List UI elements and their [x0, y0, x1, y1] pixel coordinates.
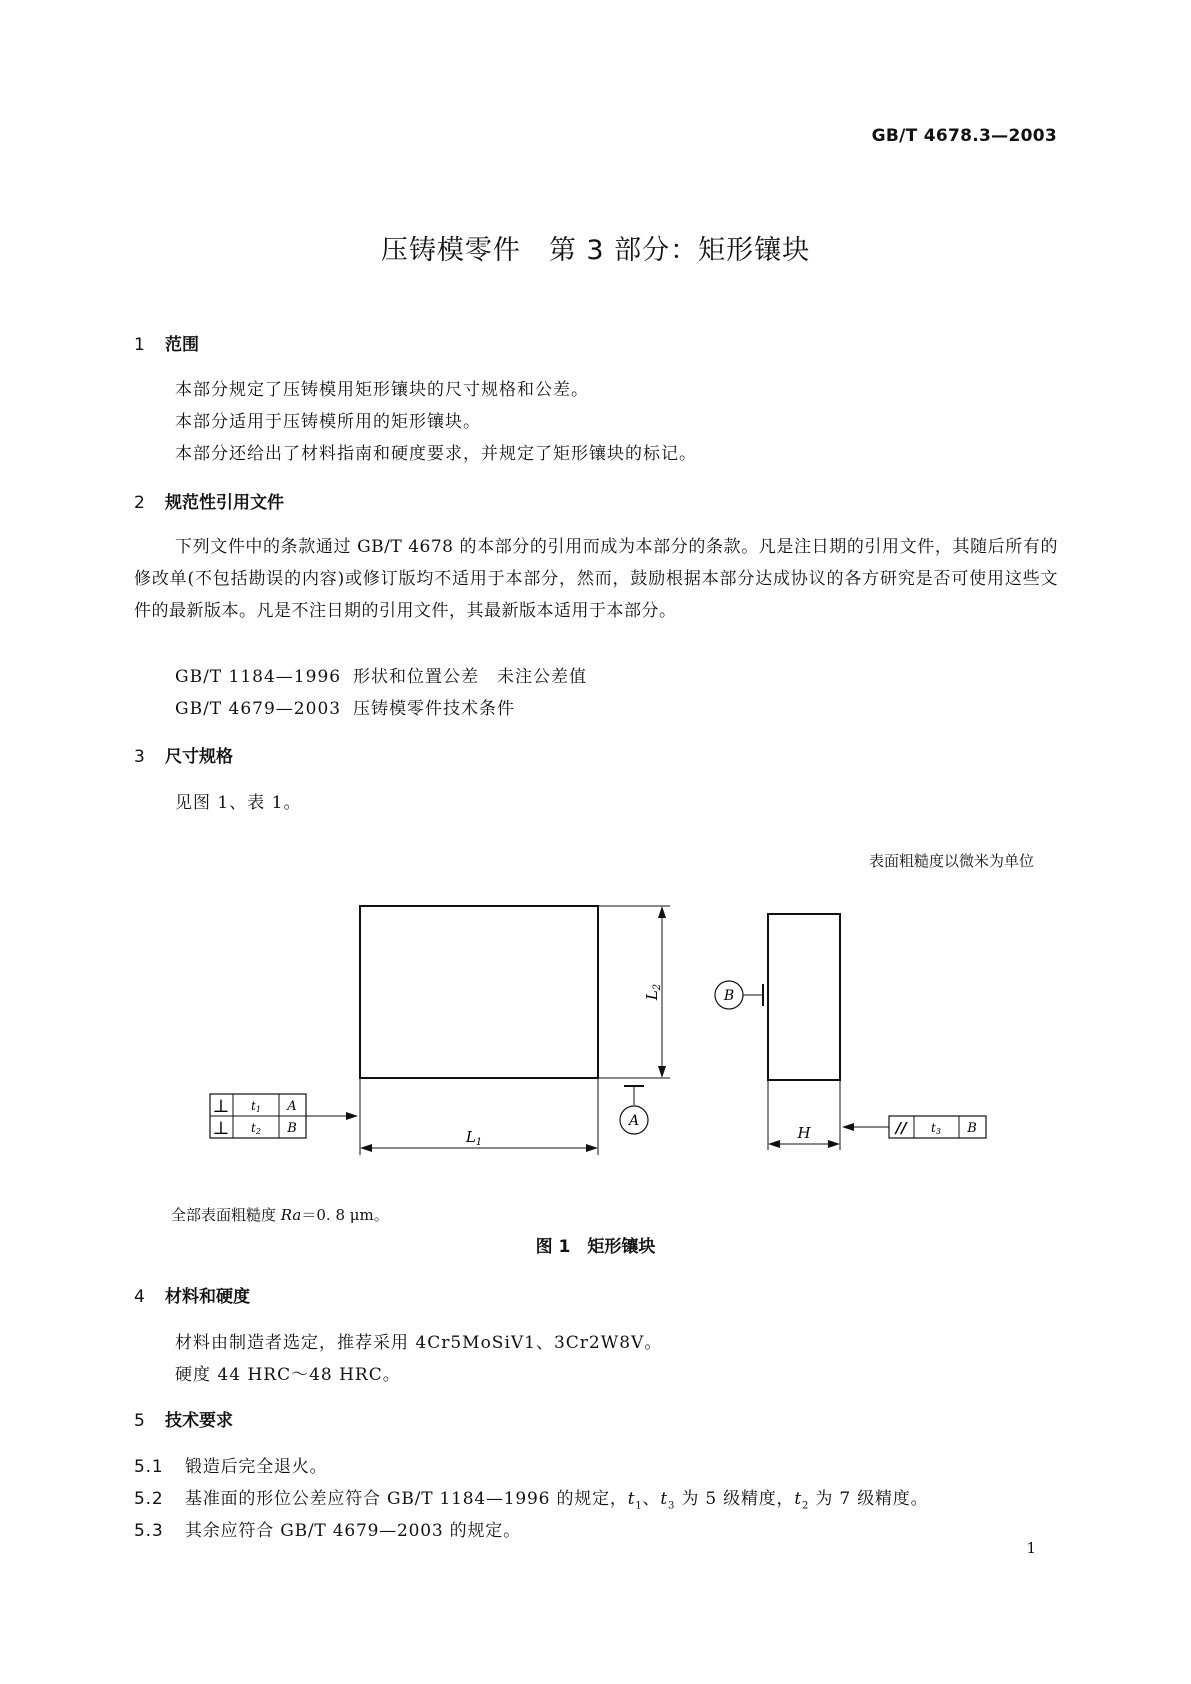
section-number: 3: [134, 747, 145, 767]
reference-item: [175, 694, 515, 719]
clause-5-2: 5.2 基准面的形位公差应符合 GB/T 1184—1996 的规定，$t_1$、$t_3$ 为 5 级精度，$t_2$ 为 7 级精度。: [134, 1489, 929, 1512]
perpendicularity-symbol: ⊥: [212, 1096, 230, 1117]
reference-code: GB/T 4679—2003: [175, 699, 342, 719]
datum-ref-b: B: [287, 1121, 297, 1136]
paragraph: 本部分还给出了材料指南和硬度要求，并规定了矩形镶块的标记。: [175, 444, 697, 464]
figure-caption: 图 1 矩形镶块: [535, 1237, 656, 1257]
tolerance-t3: t3: [931, 1121, 941, 1136]
paragraph: 材料由制造者选定，推荐采用 4Cr5MoSiV1、3Cr2W8V。: [175, 1333, 663, 1353]
figure-1-drawing: [0, 880, 1191, 1180]
section-title: 技术要求: [165, 1411, 233, 1431]
paragraph: 本部分适用于压铸模所用的矩形镶块。: [175, 412, 481, 432]
section-number: 1: [134, 335, 145, 355]
clause-5-3: 5.3 其余应符合 GB/T 4679—2003 的规定。: [134, 1521, 521, 1541]
section-2-heading: [134, 488, 284, 513]
section-4-heading: [134, 1282, 250, 1307]
tolerance-t2: t2: [251, 1121, 261, 1136]
section-3-heading: [134, 742, 233, 767]
paragraph: 见图 1、表 1。: [175, 793, 302, 813]
section-number: 5: [134, 1411, 145, 1431]
reference-title: 形状和位置公差 未注公差值: [353, 667, 587, 687]
section-1-heading: [134, 330, 199, 355]
l2-label: $L_2$: [643, 983, 663, 1001]
tolerance-t1: t1: [251, 1099, 261, 1114]
paragraph: 硬度 44 HRC～48 HRC。: [175, 1365, 401, 1385]
section-5-heading: [134, 1406, 233, 1431]
section-number: 2: [134, 493, 145, 513]
front-view-rect: [360, 906, 598, 1078]
paragraph: 本部分规定了压铸模用矩形镶块的尺寸规格和公差。: [175, 380, 589, 400]
datum-b-label: B: [723, 988, 735, 1004]
reference-title: 压铸模零件技术条件: [353, 699, 515, 719]
datum-a-label: A: [628, 1113, 640, 1129]
clause-5-1: 5.1 锻造后完全退火。: [134, 1457, 328, 1477]
page-number: 1: [1026, 1539, 1036, 1557]
paragraph: 下列文件中的条款通过 GB/T 4678 的本部分的引用而成为本部分的条款。凡是注日期的引用文件，其随后所有的修改单(不包括勘误的内容)或修订版均不适用于本部分，然而，鼓励根据本部分达成协议的各方研究是否可使用这些文件的最新版本。凡是不注日期的引用文件，其最新版本适用于本部分。: [134, 537, 1058, 621]
section-title: 材料和硬度: [165, 1287, 250, 1307]
datum-ref-a: A: [287, 1099, 297, 1114]
section-title: 范围: [165, 335, 199, 355]
datum-ref-b: B: [967, 1121, 977, 1136]
section-title: 尺寸规格: [165, 747, 233, 767]
reference-code: GB/T 1184—1996: [175, 667, 342, 687]
perpendicularity-symbol: ⊥: [212, 1118, 230, 1139]
h-label: H: [797, 1124, 811, 1142]
side-view-rect: [768, 914, 840, 1080]
document-title: 压铸模零件 第 3 部分：矩形镶块: [380, 235, 811, 266]
reference-item: [175, 662, 587, 687]
figure-unit-note: 表面粗糙度以微米为单位: [868, 852, 1034, 870]
l1-label: $L_1$: [465, 1128, 483, 1148]
standard-code: GB/T 4678.3—2003: [871, 126, 1057, 146]
section-number: 4: [134, 1287, 145, 1307]
parallelism-symbol: //: [895, 1119, 907, 1137]
figure-note: 全部表面粗糙度 Ra＝0. 8 μm。: [171, 1206, 389, 1224]
section-title: 规范性引用文件: [165, 493, 284, 513]
